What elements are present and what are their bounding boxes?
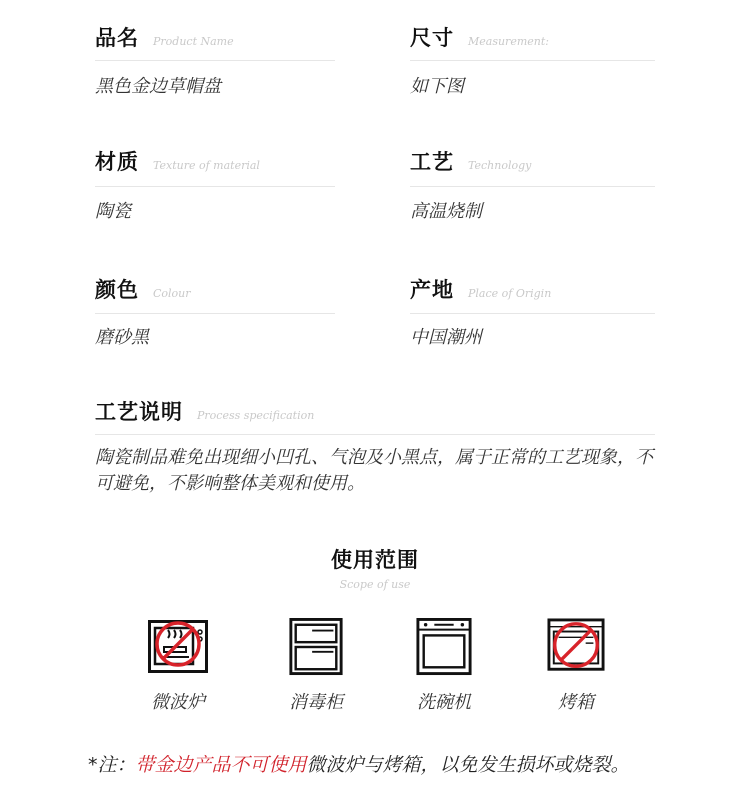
spec-product-name [95,22,335,56]
spec-label: 品名 [95,26,139,50]
divider [410,60,655,61]
spec-measurement [410,22,650,56]
spec-colour [95,274,335,308]
oven-icon [546,618,606,676]
spec-label: 工艺 [410,150,454,174]
usage-item-microwave: 微波炉 [151,692,205,713]
spec-value: 磨砂黑 [95,327,149,348]
divider [95,434,655,435]
spec-technology [410,146,650,180]
spec-sub-label: Technology [468,159,532,172]
spec-origin [410,274,650,308]
spec-label: 材质 [95,150,139,174]
spec-value: 高温烧制 [410,201,482,222]
spec-value: 黑色金边草帽盘 [95,76,221,97]
process-heading [95,396,495,430]
process-sub-label: Process specification [197,409,315,422]
divider [410,186,655,187]
usage-title: 使用范围 [331,548,419,572]
note-suffix: 微波炉与烤箱，以免发生损坏或烧裂。 [306,754,630,776]
spec-value: 陶瓷 [95,201,131,222]
spec-sub-label: Measurement: [468,35,549,48]
usage-item-dishwasher: 洗碗机 [417,692,471,713]
warning-note [88,750,630,777]
process-description: 陶瓷制品难免出现细小凹孔、气泡及小黑点，属于正常的工艺现象，不可避免，不影响整体美观和使用。 [95,447,653,494]
spec-value: 如下图 [410,76,464,97]
spec-label: 产地 [410,278,454,302]
usage-sub-title: Scope of use [339,578,411,591]
usage-item-oven: 烤箱 [558,692,594,713]
divider [95,186,335,187]
spec-sub-label: Texture of material [153,159,260,172]
spec-sub-label: Place of Origin [468,287,552,300]
spec-material [95,146,335,180]
divider [95,313,335,314]
divider [410,313,655,314]
spec-sub-label: Product Name [153,35,234,48]
divider [95,60,335,61]
spec-sub-label: Colour [153,287,191,300]
note-highlight: 带金边产品不可使用 [135,754,307,776]
microwave-icon [148,620,208,678]
spec-label: 颜色 [95,278,139,302]
dishwasher-icon [414,618,474,676]
spec-label: 尺寸 [410,26,454,50]
usage-heading [0,544,750,591]
sterilizer-cabinet-icon [286,618,346,676]
usage-item-sterilizer: 消毒柜 [289,692,343,713]
spec-value: 中国潮州 [410,327,482,348]
process-label: 工艺说明 [95,400,183,424]
note-prefix: *注： [88,754,136,776]
